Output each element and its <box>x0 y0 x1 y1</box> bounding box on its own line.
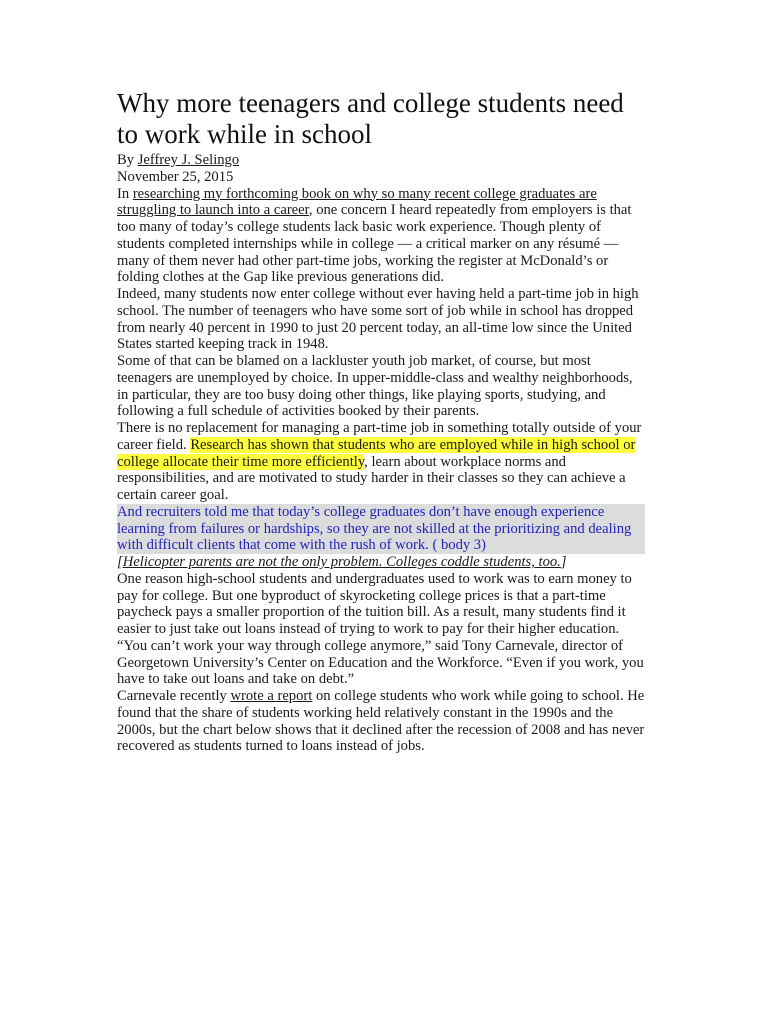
paragraph-1-body: , one concern I heard repeatedly from employers is that too many of today’s college students lack basic work experience. Though plenty of students completed internships while in college — a critical marker on any résumé — many of them never had other part-time jobs, working the register at McDonald’s or folding clothes at the Gap like previous generations did. <box>117 202 632 286</box>
highlighted-text: Research has shown that students who are employed while in high school or college allocate their time more efficiently <box>117 436 636 470</box>
article <box>117 88 645 755</box>
related-article <box>117 554 645 571</box>
paragraph-1 <box>117 186 645 287</box>
article-title: Why more teenagers and college students need to work while in school <box>117 88 624 149</box>
book-research-link[interactable]: researching my forthcoming book on why so many recent college graduates are struggling to launch into a career <box>117 185 597 219</box>
article-date: November 25, 2015 <box>117 168 234 185</box>
bracket-open: [ <box>117 554 123 570</box>
paragraph-4-body: , learn about workplace norms and responsibilities, and are motivated to study harder in their classes so they can achieve a certain career goal. <box>117 453 626 503</box>
paragraph-9 <box>117 688 645 755</box>
paragraph-4-lead: There is no replacement for managing a part-time job in something totally outside of your career field. <box>117 420 642 453</box>
author-link[interactable]: Jeffrey J. Selingo <box>137 152 240 168</box>
paragraph-2: Indeed, many students now enter college without ever having held a part-time job in high school. The number of teenagers who have some sort of job while in school has dropped from nearly 40 percent in 1990 to just 20 percent today, an all-time low since the United States started keeping track in 1948. <box>117 286 639 353</box>
related-article-link[interactable]: Helicopter parents are not the only problem. Colleges coddle students, too. <box>122 554 561 570</box>
paragraph-1-lead: In <box>117 185 133 202</box>
bracket-close: ] <box>560 554 567 570</box>
paragraph-9-body: on college students who work while going to school. He found that the share of students working held relatively constant in the 1990s and the 2000s, but the chart below shows that it declined after the recession of 2008 and has never recovered as students turned to loans instead of jobs. <box>117 688 645 755</box>
annotated-quote: And recruiters told me that today’s college graduates don’t have enough experience learning from failures or hardships, so they are not skilled at the prioritizing and dealing with difficult clients that come with the rush of work. ( body 3) <box>117 504 645 554</box>
paragraph-9-lead: Carnevale recently <box>117 688 231 704</box>
paragraph-8: “You can’t work your way through college anymore,” said Tony Carnevale, director of Georgetown University’s Center on Education and the Workforce. “Even if you work, you have to take out loans and take on debt.” <box>117 637 644 688</box>
paragraph-3: Some of that can be blamed on a lackluster youth job market, of course, but most teenagers are unemployed by choice. In upper-middle-class and wealthy neighborhoods, in particular, they are too busy doing other things, like playing sports, studying, and following a full schedule of activities booked by their parents. <box>117 353 633 420</box>
paragraph-4 <box>117 420 645 504</box>
byline <box>117 152 645 169</box>
report-link[interactable]: wrote a report <box>230 688 313 704</box>
byline-prefix: By <box>117 152 138 168</box>
paragraph-7: One reason high-school students and undergraduates used to work was to earn money to pay for college. But one byproduct of skyrocketing college prices is that a part-time paycheck pays a smaller proportion of the tuition bill. As a result, many students find it easier to just take out loans instead of trying to work to pay for their higher education. <box>117 570 632 637</box>
